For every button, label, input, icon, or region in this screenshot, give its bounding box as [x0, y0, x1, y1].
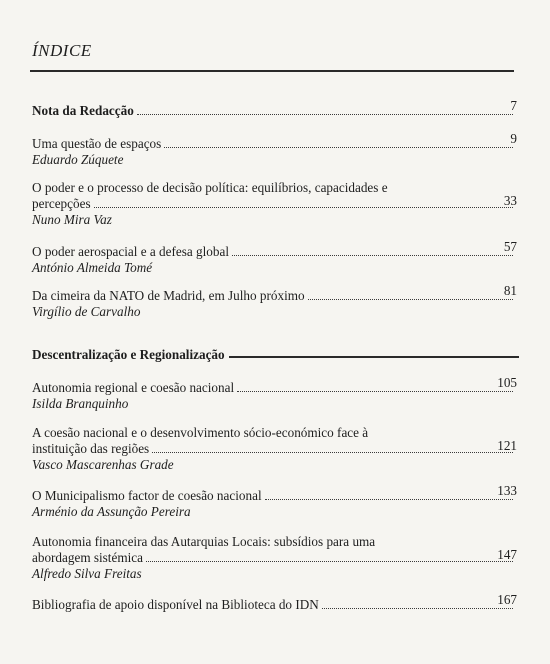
entry-author: Eduardo Zúquete [32, 152, 124, 167]
toc-entry[interactable] [32, 425, 517, 473]
page-number: 167 [497, 592, 517, 607]
dot-leader [237, 390, 513, 392]
entry-title: Autonomia financeira das Autarquias Locais: subsídios para uma [32, 534, 376, 549]
page-number: 81 [503, 283, 517, 298]
dot-leader [94, 206, 513, 208]
toc-entry[interactable] [32, 483, 517, 520]
dot-leader [137, 113, 513, 115]
entry-author: Vasco Mascarenhas Grade [32, 457, 174, 472]
entry-title: Nota da Redacção [32, 103, 134, 118]
entry-author: Isilda Branquinho [32, 396, 129, 411]
section-heading [32, 347, 519, 363]
page-number: 7 [510, 98, 517, 113]
dot-leader [152, 451, 513, 453]
toc-entry[interactable] [32, 283, 517, 320]
toc-entry-note[interactable] [32, 98, 517, 119]
page-number: 105 [497, 375, 517, 390]
toc-entry[interactable] [32, 131, 517, 168]
dot-leader [232, 254, 513, 256]
title-rule [30, 70, 514, 72]
entry-author: Nuno Mira Vaz [32, 212, 112, 227]
dot-leader [322, 607, 513, 609]
entry-title: O poder e o processo de decisão política: equilíbrios, capacidades e [32, 180, 388, 195]
entry-title: Bibliografia de apoio disponível na Biblioteca do IDN [32, 597, 319, 612]
dot-leader [164, 146, 513, 148]
page-number: 121 [497, 438, 517, 453]
section-rule [229, 356, 519, 357]
dot-leader [146, 560, 513, 562]
toc-entry[interactable] [32, 180, 517, 228]
entry-title: Da cimeira da NATO de Madrid, em Julho próximo [32, 288, 305, 303]
toc-entry[interactable] [32, 239, 517, 276]
entry-title: O poder aerospacial e a defesa global [32, 244, 229, 259]
entry-author: Alfredo Silva Freitas [32, 566, 142, 581]
page-number: 133 [497, 483, 517, 498]
page-title: ÍNDICE [32, 41, 92, 60]
entry-title-continued: instituição das regiões [32, 441, 150, 456]
entry-title: A coesão nacional e o desenvolvimento sócio-económico face à [32, 425, 369, 440]
toc-entry[interactable] [32, 375, 517, 412]
entry-title: Autonomia regional e coesão nacional [32, 380, 235, 395]
section-title: Descentralização e Regionalização [32, 347, 225, 362]
page-number: 9 [510, 131, 517, 146]
dot-leader [308, 298, 513, 300]
entry-author: António Almeida Tomé [32, 260, 153, 275]
page-number: 33 [503, 193, 517, 208]
entry-author: Arménio da Assunção Pereira [32, 504, 191, 519]
entry-title-continued: abordagem sistémica [32, 550, 143, 565]
entry-title-continued: percepções [32, 196, 91, 211]
entry-title: O Municipalismo factor de coesão nacional [32, 488, 262, 503]
entry-title: Uma questão de espaços [32, 136, 162, 151]
toc-entry[interactable] [32, 592, 517, 613]
page-number: 147 [497, 547, 517, 562]
entry-author: Virgílio de Carvalho [32, 304, 141, 319]
dot-leader [265, 498, 513, 500]
page-number: 57 [503, 239, 517, 254]
toc-entry[interactable] [32, 534, 517, 582]
